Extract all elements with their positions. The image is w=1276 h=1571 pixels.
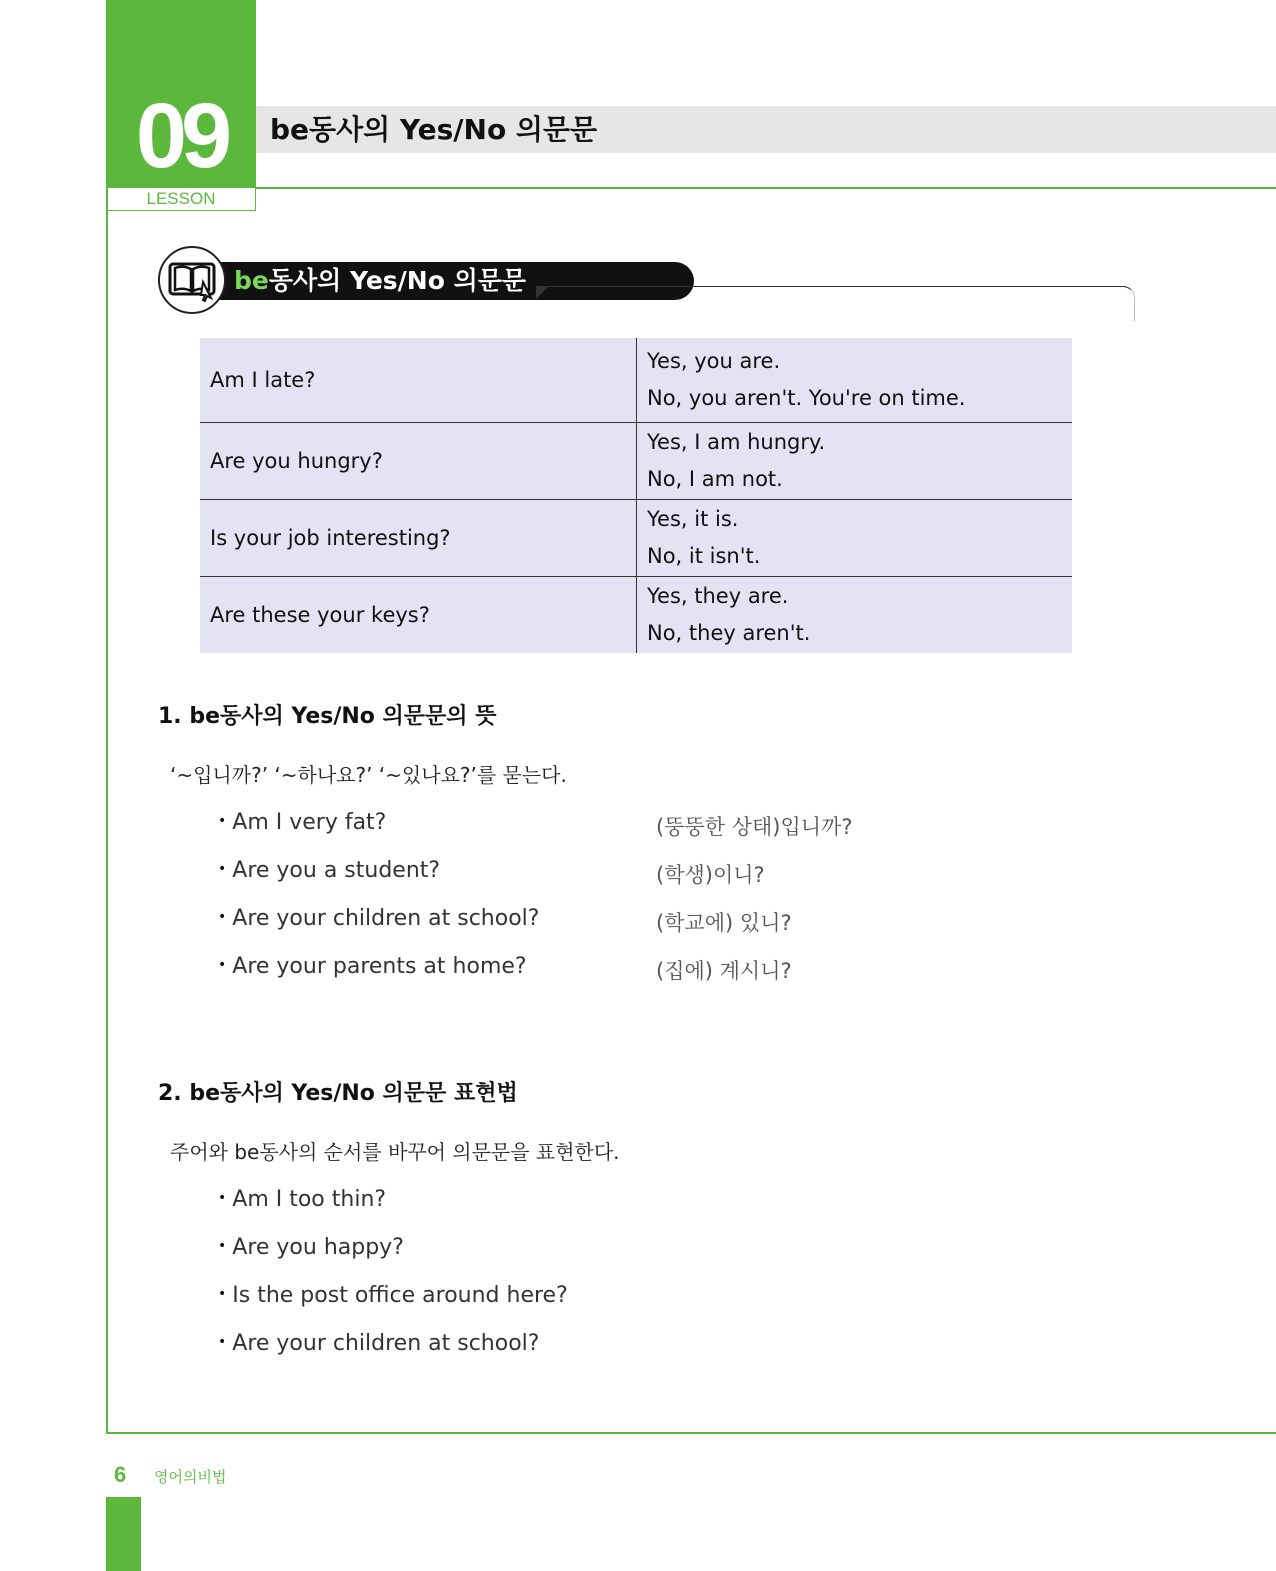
book-title: 영어의비법 — [154, 1468, 227, 1486]
badge-rule-corner — [1118, 286, 1135, 321]
section2-example — [218, 1235, 404, 1260]
section1-example — [218, 810, 386, 835]
bullet: • — [218, 861, 227, 877]
answer-no: No, it isn't. — [647, 544, 761, 568]
answer-no: No, I am not. — [647, 467, 783, 491]
answer-cell — [637, 577, 1073, 654]
section1-desc: ‘~입니까?’ ‘~하나요?’ ‘~있나요?’를 묻는다. — [170, 763, 567, 787]
bullet: • — [218, 957, 227, 973]
lesson-label: LESSON — [106, 188, 256, 211]
section1-example — [218, 906, 539, 931]
example-kr: (학생)이니? — [656, 863, 765, 887]
table-row — [200, 577, 1072, 654]
badge-title-prefix: be — [234, 266, 269, 295]
table-row — [200, 500, 1072, 577]
section2-example — [218, 1283, 568, 1308]
example-kr: (학교에) 있니? — [656, 911, 792, 935]
question-cell: Are you hungry? — [200, 423, 637, 500]
footer-bar — [106, 1497, 141, 1571]
example-kr: (뚱뚱한 상태)입니까? — [656, 815, 853, 839]
page-number: 6 — [114, 1462, 127, 1487]
section2-example — [218, 1187, 386, 1212]
answer-yes: Yes, it is. — [647, 507, 739, 531]
answer-cell — [637, 500, 1073, 577]
page-title: be동사의 Yes/No 의문문 — [270, 113, 598, 146]
badge-title-rest: 동사의 Yes/No 의문문 — [268, 266, 527, 295]
bullet: • — [218, 909, 227, 925]
section2-title: 2. be동사의 Yes/No 의문문 표현법 — [158, 1081, 518, 1106]
question-cell: Am I late? — [200, 338, 637, 423]
example-en: Are your children at school? — [232, 1331, 540, 1356]
bullet: • — [218, 1238, 227, 1254]
example-en: Is the post office around here? — [232, 1283, 568, 1308]
answer-yes: Yes, they are. — [647, 584, 789, 608]
table-row — [200, 338, 1072, 423]
example-en: Are your children at school? — [232, 906, 540, 931]
table-row — [200, 423, 1072, 500]
example-en: Are you a student? — [232, 858, 441, 883]
question-cell: Are these your keys? — [200, 577, 637, 654]
section2-example — [218, 1331, 539, 1356]
answer-cell — [637, 338, 1073, 423]
page-frame-bottom — [106, 1432, 1276, 1434]
example-kr: (집에) 계시니? — [656, 959, 792, 983]
answer-yes: Yes, I am hungry. — [647, 430, 826, 454]
answer-cell — [637, 423, 1073, 500]
example-en: Am I very fat? — [232, 810, 387, 835]
question-cell: Is your job interesting? — [200, 500, 637, 577]
lesson-tab — [106, 0, 256, 188]
lesson-number: 09 — [135, 85, 227, 187]
book-icon — [167, 258, 217, 302]
header-divider — [256, 187, 1276, 189]
badge-tail — [536, 286, 549, 299]
answer-no: No, they aren't. — [647, 621, 811, 645]
section1-title: 1. be동사의 Yes/No 의문문의 뜻 — [158, 704, 497, 729]
answer-no: No, you aren't. You're on time. — [647, 386, 966, 410]
badge-title — [234, 264, 526, 298]
qa-table — [200, 338, 1072, 653]
section1-example — [218, 954, 527, 979]
bullet: • — [218, 813, 227, 829]
badge-rule — [536, 286, 1126, 287]
example-en: Are you happy? — [232, 1235, 404, 1260]
bullet: • — [218, 1190, 227, 1206]
bullet: • — [218, 1286, 227, 1302]
bullet: • — [218, 1334, 227, 1350]
section1-example — [218, 858, 440, 883]
answer-yes: Yes, you are. — [647, 349, 781, 373]
page-frame-left — [106, 188, 108, 1434]
example-en: Am I too thin? — [232, 1187, 387, 1212]
section2-desc: 주어와 be동사의 순서를 바꾸어 의문문을 표현한다. — [170, 1140, 620, 1164]
example-en: Are your parents at home? — [232, 954, 527, 979]
